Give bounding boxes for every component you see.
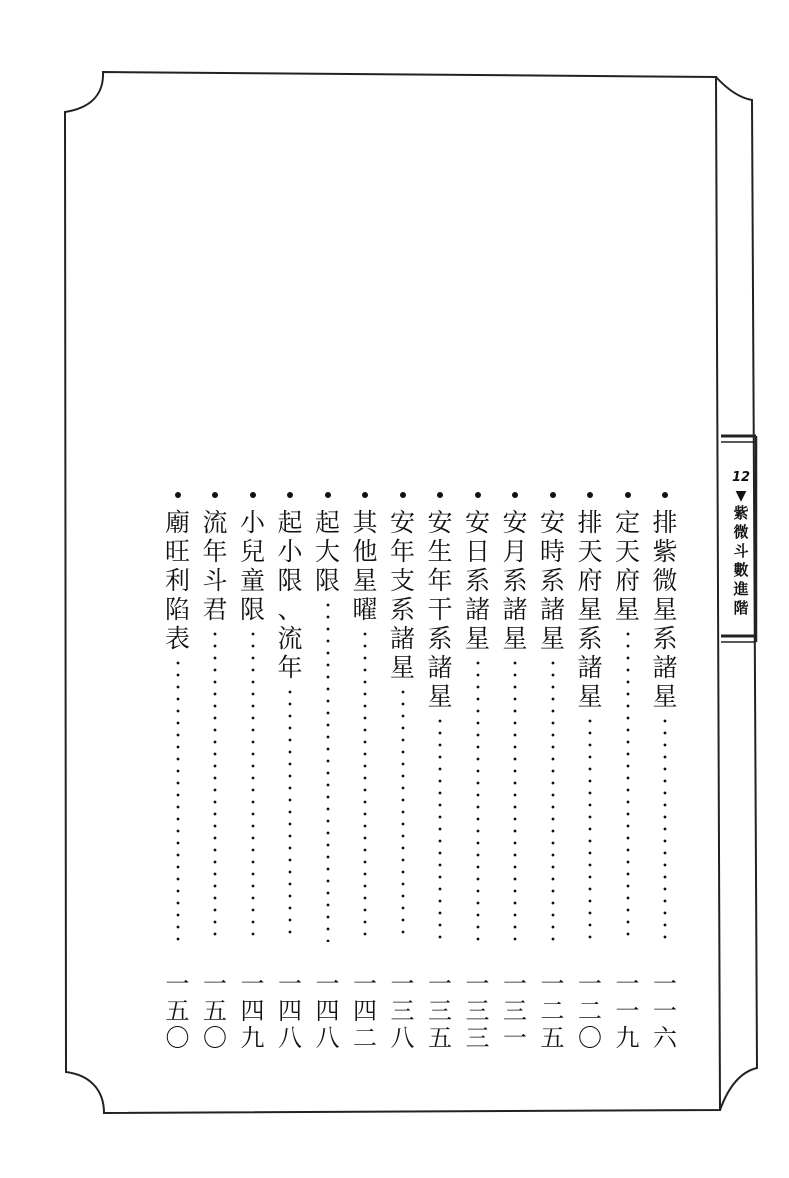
toc-entry xyxy=(648,492,682,1052)
bullet-icon xyxy=(550,492,556,498)
toc-entry-page: 一 三 五 xyxy=(428,970,452,1052)
toc-entry-title: 安 月 系 諸 星 xyxy=(502,508,528,653)
dot-leader xyxy=(588,715,592,942)
toc-entry-title: 起 小 限 、 流 年 xyxy=(277,508,303,682)
toc-entry-title: 安 日 系 諸 星 xyxy=(464,508,490,653)
bullet-icon xyxy=(587,492,593,498)
toc-entry-page: 一 五 〇 xyxy=(203,970,227,1052)
toc-entry-page: 一 四 二 xyxy=(353,970,377,1052)
toc-entry xyxy=(311,492,345,1052)
toc-entry xyxy=(386,492,420,1052)
toc-entry xyxy=(423,492,457,1052)
toc-entry-page: 一 二 五 xyxy=(540,970,565,1052)
bullet-icon xyxy=(437,492,443,498)
toc-entry-title: 安 時 系 諸 星 xyxy=(539,508,565,653)
dot-leader xyxy=(626,628,630,942)
toc-entry-title: 排 紫 微 星 系 諸 星 xyxy=(652,508,678,711)
toc-entry-title: 廟 旺 利 陷 表 xyxy=(164,508,190,653)
header-arrow-icon: ▼ xyxy=(735,488,747,504)
toc-entry-page: 一 一 九 xyxy=(615,970,640,1052)
bullet-icon xyxy=(212,492,218,498)
toc-entry-title: 排 天 府 星 系 諸 星 xyxy=(577,508,603,711)
dot-leader xyxy=(476,657,480,942)
bullet-icon xyxy=(625,492,631,498)
dot-leader xyxy=(401,686,405,942)
dot-leader xyxy=(438,715,442,942)
toc-entry xyxy=(161,492,195,1052)
toc-entry xyxy=(273,492,307,1052)
toc-entry xyxy=(461,492,495,1052)
bullet-icon xyxy=(400,492,406,498)
dot-leader xyxy=(288,686,292,942)
dot-leader xyxy=(513,657,517,942)
toc-entry xyxy=(611,492,645,1052)
toc-entry-title: 小 兒 童 限 xyxy=(239,508,265,624)
header-page-number: 12 xyxy=(731,470,751,485)
toc-entry-page: 一 五 〇 xyxy=(165,970,190,1052)
dot-leader xyxy=(326,599,330,942)
header-book-title: 紫 微 斗 數 進 階 xyxy=(733,504,749,617)
bullet-icon xyxy=(362,492,368,498)
dot-leader xyxy=(551,657,555,942)
toc-entry-page: 一 四 九 xyxy=(240,970,265,1052)
toc-entry xyxy=(573,492,607,1052)
dot-leader xyxy=(663,715,667,942)
bullet-icon xyxy=(662,492,668,498)
bullet-icon xyxy=(475,492,481,498)
toc-entry-title: 安 年 支 系 諸 星 xyxy=(389,508,415,682)
toc-entry-page: 一 三 八 xyxy=(390,970,415,1052)
bullet-icon xyxy=(512,492,518,498)
toc-entry xyxy=(348,492,382,1052)
toc-entry-title: 安 生 年 干 系 諸 星 xyxy=(427,508,453,711)
toc-entry-page: 一 三 三 xyxy=(465,970,490,1052)
toc-entry-page: 一 三 一 xyxy=(503,970,527,1052)
toc-entry-page: 一 四 八 xyxy=(278,970,302,1052)
toc-entry xyxy=(498,492,532,1052)
dot-leader xyxy=(213,628,217,942)
toc-entry-page: 一 四 八 xyxy=(315,970,340,1052)
bullet-icon xyxy=(325,492,331,498)
running-header xyxy=(724,438,758,636)
toc-entry-page: 一 一 六 xyxy=(653,970,677,1052)
bullet-icon xyxy=(175,492,181,498)
bullet-icon xyxy=(287,492,293,498)
toc-entry xyxy=(236,492,270,1052)
dot-leader xyxy=(251,628,255,942)
toc-entry-page: 一 二 〇 xyxy=(578,970,602,1052)
bullet-icon xyxy=(250,492,256,498)
toc-entry-title: 定 天 府 星 xyxy=(614,508,640,624)
toc-entry xyxy=(536,492,570,1052)
toc-entry xyxy=(198,492,232,1052)
dot-leader xyxy=(176,657,180,942)
toc-entry-title: 流 年 斗 君 xyxy=(202,508,228,624)
toc-entry-title: 其 他 星 曜 xyxy=(352,508,378,624)
dot-leader xyxy=(363,628,367,942)
toc-entry-title: 起 大 限 xyxy=(314,508,340,595)
